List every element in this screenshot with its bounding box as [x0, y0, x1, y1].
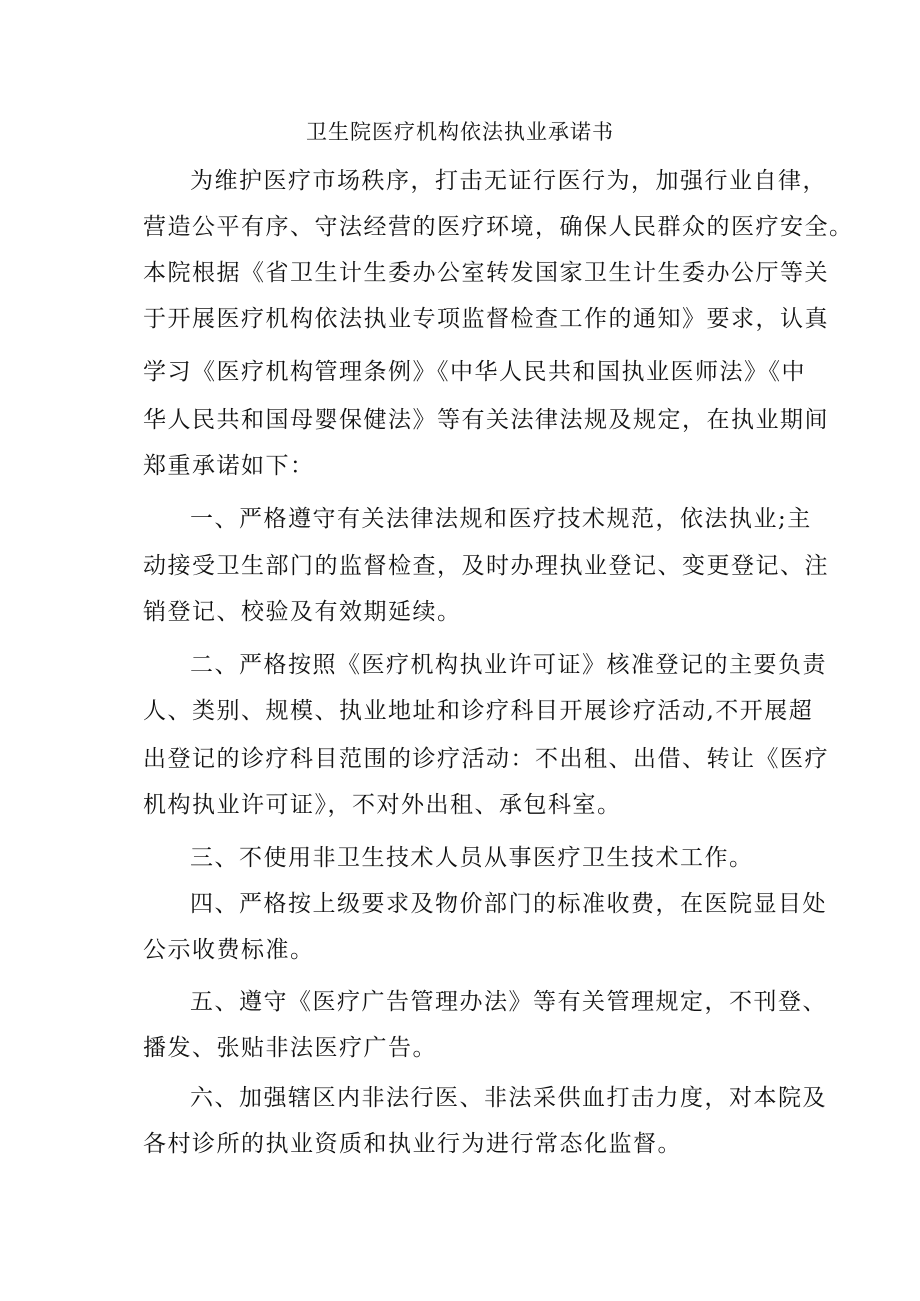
- document-page: 卫生院医疗机构依法执业承诺书 为维护医疗市场秩序，打击无证行医行为，加强行业自律， 营造公平有序、守法经营的医疗环境，确保人民群众的医疗安全。 本院根据《省卫生计生委办公室转发国家卫生计生委办公厅等关 于开展医疗机构依法执业专项监督检查工作的通知》要求，认真 学习《医疗机构管理条例》《中华人民共和国执业医师法》《中 华人民共和国母婴保健法》等有关法律法规及规定，在执业期间 郑重承诺如下： 一、严格遵守有关法律法规和医疗技术规范，依法执业;主 动接受卫生部门的监督检查，及时办理执业登记、变更登记、注 销登记、校验及有效期延续。 二、严格按照《医疗机构执业许可证》核准登记的主要负责 人、类别、规模、执业地址和诊疗科目开展诊疗活动,不开展超 出登记的诊疗科目范围的诊疗活动：不出租、出借、转让《医疗 机构执业许可证》，不对外出租、承包科室。 三、不使用非卫生技术人员从事医疗卫生技术工作。 四、严格按上级要求及物价部门的标准收费，在医院显目处 公示收费标准。 五、遵守《医疗广告管理办法》等有关管理规定，不刊登、 播发、张贴非法医疗广告。 六、加强辖区内非法行医、非法采供血打击力度，对本院及 各村诊所的执业资质和执业行为进行常态化监督。: [0, 0, 920, 1301]
- document-title: 卫生院医疗机构依法执业承诺书: [306, 120, 614, 144]
